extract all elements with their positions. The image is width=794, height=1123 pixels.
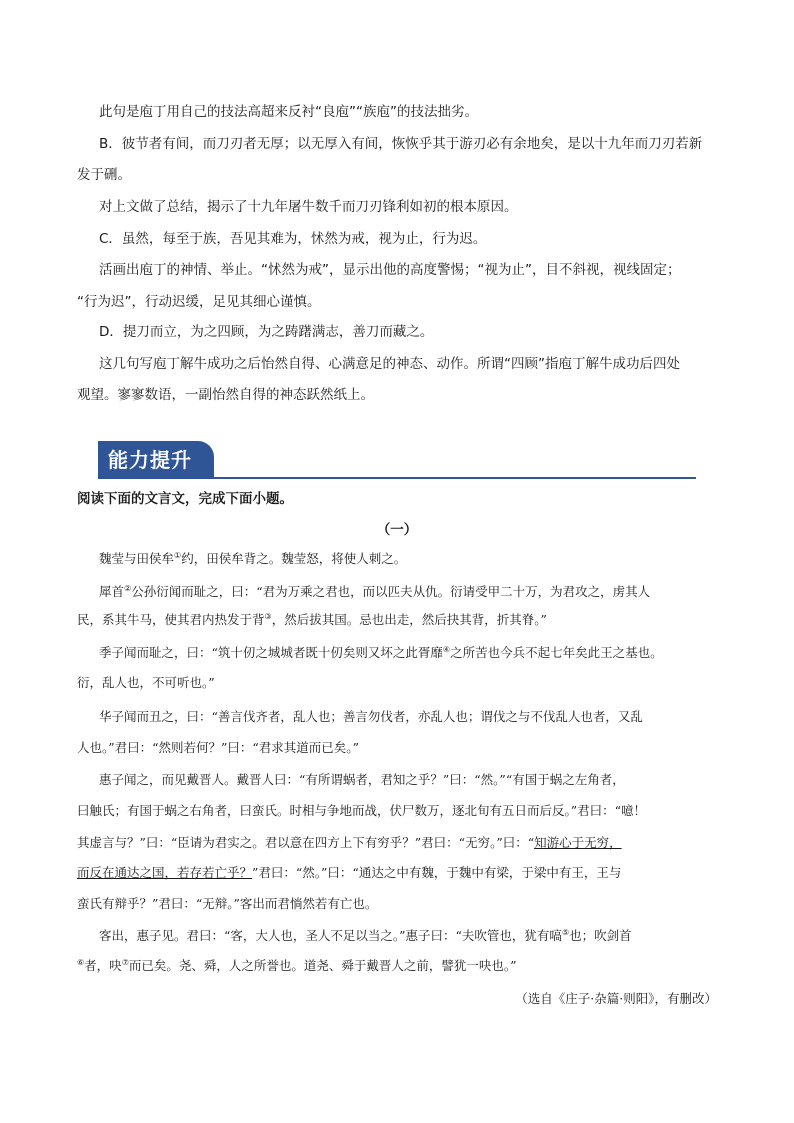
passage-line: 客出，惠子见。君曰：“客，大人也，圣人不足以当之。”惠子曰：“夫吹管也，犹有嗃⑤也；吹剑首 [99, 927, 632, 943]
analysis-line: 此句是庖丁用自己的技法高超来反衬“良庖”“族庖”的技法拙劣。 [99, 104, 478, 120]
passage-line: 衍，乱人也，不可听也。” [77, 675, 215, 690]
passage-line: 犀首②公孙衍闻而耻之，曰：“君为万乘之君也，而以匹夫从仇。衍请受甲二十万，为君攻之，虏其人 [99, 583, 651, 599]
passage-line: 其虚言与？”曰：“臣请为君实之。君以意在四方上下有穷乎？”君曰：“无穷。”曰：“知游心于无穷， [77, 835, 622, 850]
passage-line: 民，系其牛马，使其君内热发于背③，然后拔其国。忌也出走，然后抉其背，折其脊。” [77, 611, 547, 627]
underlined-sentence: 而反在通达之国，若存若亡乎？ [77, 865, 253, 880]
footnote-marker: ② [124, 583, 132, 593]
section-banner: 能力提升 [98, 441, 214, 479]
instruction: 阅读下面的文言文，完成下面小题。 [77, 491, 293, 507]
analysis-line: “行为迟”，行动迟缓，足见其细心谨慎。 [77, 294, 321, 310]
footnote-marker: ⑤ [561, 927, 570, 937]
passage-line: 曰触氏；有国于蜗之右角者，曰蛮氏。时相与争地而战，伏尸数万，逐北旬有五日而后反。”君曰：“噫！ [77, 803, 647, 818]
analysis-line: 这几句写庖丁解牛成功之后怡然自得、心满意足的神态、动作。所谓“四顾”指庖丁解牛成功后四处 [99, 356, 680, 372]
option-d: D．提刀而立，为之四顾，为之踌躇满志，善刀而藏之。 [99, 324, 434, 340]
section-divider [98, 477, 696, 479]
analysis-line: 观望。寥寥数语，一副怡然自得的神态跃然纸上。 [77, 387, 374, 403]
option-c: C．虽然，每至于族，吾见其难为，怵然为戒，视为止，行为迟。 [99, 231, 487, 247]
source-citation: （选自《庄子·杂篇·则阳》，有删改） [515, 991, 717, 1006]
passage-line: 魏莹与田侯牟①约，田侯牟背之。魏莹怒，将使人刺之。 [99, 550, 407, 566]
footnote-marker: ⑦ [121, 957, 129, 967]
footnote-marker: ⑥ [77, 957, 85, 967]
passage-line: 华子闻而丑之，曰：“善言伐齐者，乱人也；善言勿伐者，亦乱人也；谓伐之与不伐乱人也者，又乱 [99, 709, 643, 724]
footnote-marker: ③ [264, 611, 272, 621]
passage-line: 人也。”君曰：“然则若何？”曰：“君求其道而已矣。” [77, 740, 359, 755]
part-heading: （一） [376, 522, 418, 538]
footnote-marker: ① [174, 550, 182, 560]
passage-line: 惠子闻之，而见戴晋人。戴晋人曰：“有所谓蜗者，君知之乎？”曰：“然。”“有国于蜗之左角者， [99, 772, 625, 787]
passage-line: ⑥者，吷⑦而已矣。尧、舜，人之所誉也。道尧、舜于戴晋人之前，譬犹一吷也。” [77, 957, 517, 973]
footnote-marker: ④ [442, 644, 451, 654]
passage-line: 而反在通达之国，若存若亡乎？”君曰：“然。”曰：“通达之中有魏，于魏中有梁，于梁中有王，王与 [77, 865, 622, 880]
passage-line: 蛮氏有辩乎？”君曰：“无辩。”客出而君惝然若有亡也。 [77, 896, 378, 911]
punctuation-exercise-line: 季子闻而耻之，曰：“筑十仞之城城者既十仞矣则又坏之此胥靡④之所苦也今兵不起七年矣此王之基也。 [99, 644, 663, 660]
option-b: B．彼节者有间，而刀刃者无厚；以无厚入有间，恢恢乎其于游刃必有余地矣，是以十九年而刀刃若新 [99, 136, 703, 152]
option-b-cont: 发于硎。 [77, 167, 131, 183]
analysis-line: 对上文做了总结，揭示了十九年屠牛数千而刀刃锋利如初的根本原因。 [99, 199, 518, 215]
underlined-sentence: 知游心于无穷， [534, 835, 622, 850]
analysis-line: 活画出庖丁的神情、举止。“怵然为戒”，显示出他的高度警惕；“视为止”，目不斜视，视线固定； [99, 262, 681, 278]
